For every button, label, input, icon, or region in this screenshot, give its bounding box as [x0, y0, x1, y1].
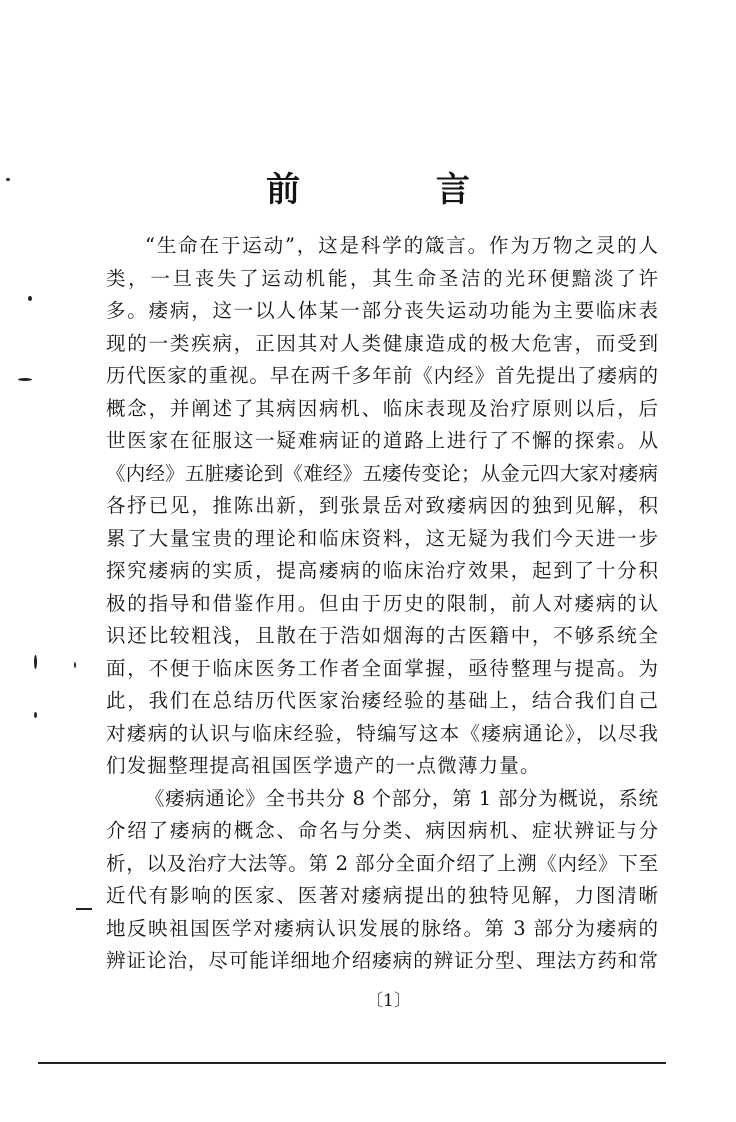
text-line: 历代医家的重视。早在两千多年前《内经》首先提出了痿病的: [106, 364, 658, 387]
text-line: 探究痿病的实质，提高痿病的临床治疗效果，起到了十分积: [106, 559, 658, 582]
scan-speck: [28, 296, 32, 301]
preface-body: [106, 230, 658, 978]
scan-speck: [6, 178, 10, 181]
text-line: 介绍了痿病的概念、命名与分类、病因病机、症状辨证与分: [106, 819, 658, 842]
page-number: 〔1〕: [366, 991, 411, 1011]
bottom-rule: [38, 1062, 666, 1064]
text-line: 多。痿病，这一以人体某一部分丧失运动功能为主要临床表: [106, 299, 658, 322]
text-line: 地反映祖国医学对痿病认识发展的脉络。第 3 部分为痿病的: [106, 916, 658, 940]
text-line: 们发掘整理提高祖国医学遗产的一点微薄力量。: [106, 754, 541, 777]
text-line: 极的指导和借鉴作用。但由于历史的限制，前人对痿病的认: [106, 591, 658, 615]
text-line: 《内经》五脏痿论到《难经》五痿传变论；从金元四大家对痿病: [106, 461, 658, 485]
scan-speck: [18, 378, 32, 381]
text-line: 对痿病的认识与临床经验，特编写这本《痿病通论》，以尽我: [106, 721, 658, 745]
page-title: 前 言: [266, 170, 532, 210]
text-line: 析，以及治疗大法等。第 2 部分全面介绍了上溯《内经》下至: [106, 851, 658, 875]
scan-speck: [34, 712, 37, 718]
text-line: 《痿病通论》全书共分 8 个部分，第 1 部分为概说，系统: [145, 786, 658, 810]
scan-speck: [74, 662, 76, 668]
text-line: 世医家在征服这一疑难病证的道路上进行了不懈的探索。从: [106, 429, 658, 452]
text-line: 此，我们在总结历代医家治痿经验的基础上，结合我们自己: [106, 689, 658, 712]
text-line: 辨证论治，尽可能详细地介绍痿病的辨证分型、理法方药和常: [106, 949, 658, 972]
margin-mark: [76, 908, 92, 910]
text-line: 类，一旦丧失了运动机能，其生命圣洁的光环便黯淡了许: [106, 266, 658, 290]
text-line: 累了大量宝贵的理论和临床资料，这无疑为我们今天进一步: [106, 526, 658, 550]
text-line: 现的一类疾病，正因其对人类健康造成的极大危害，而受到: [106, 331, 658, 355]
text-line: 识还比较粗浅，且散在于浩如烟海的古医籍中，不够系统全: [106, 624, 658, 647]
text-line: 近代有影响的医家、医著对痿病提出的独特见解，力图清晰: [106, 884, 658, 907]
scan-speck: [34, 655, 37, 669]
text-line: 概念，并阐述了其病因病机、临床表现及治疗原则以后，后: [106, 396, 658, 420]
text-line: 面，不便于临床医务工作者全面掌握，亟待整理与提高。为: [106, 656, 658, 680]
text-line: 各抒已见，推陈出新，到张景岳对致痿病因的独到见解，积: [106, 494, 658, 517]
text-line: “生命在于运动”，这是科学的箴言。作为万物之灵的人: [145, 234, 658, 257]
